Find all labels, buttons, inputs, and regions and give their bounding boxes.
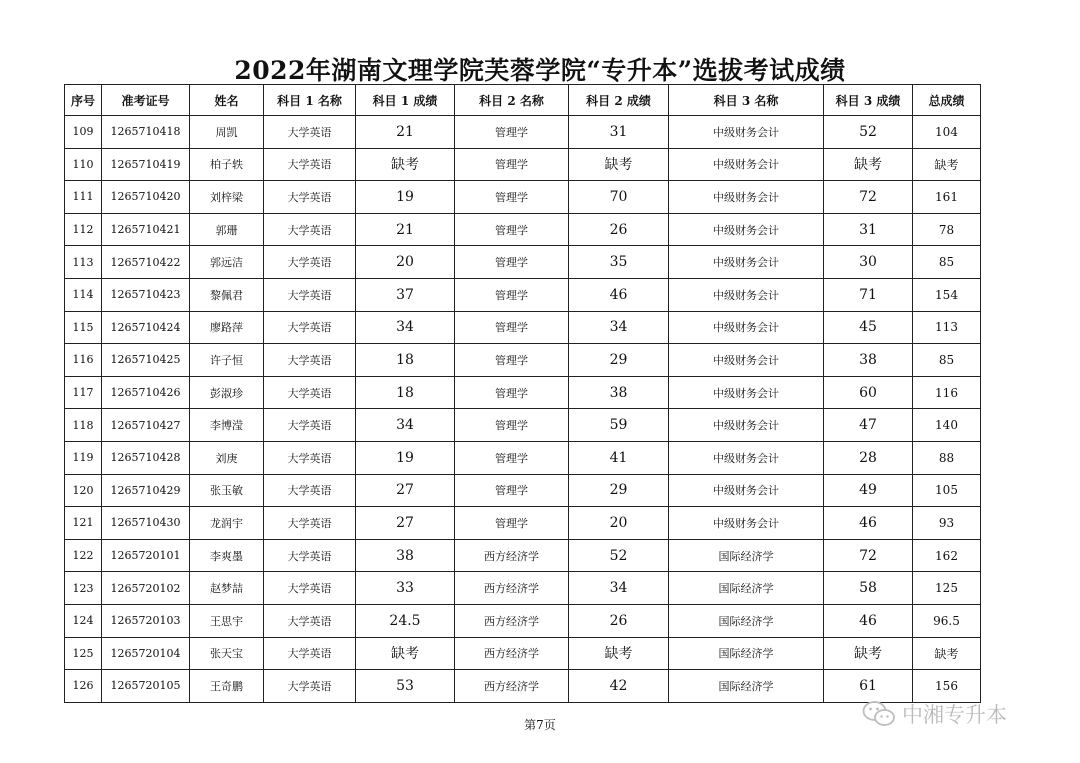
subject2-name-cell: 管理学 <box>455 213 569 246</box>
seq-cell: 116 <box>65 344 102 377</box>
subject1-name-cell: 大学英语 <box>264 213 356 246</box>
total-score-cell: 88 <box>913 441 981 474</box>
table-row <box>65 148 981 181</box>
col-header-subject1-score: 科目 1 成绩 <box>356 85 455 116</box>
subject3-score-cell: 45 <box>824 311 913 344</box>
subject1-name-cell: 大学英语 <box>264 181 356 214</box>
subject3-name-cell: 国际经济学 <box>669 539 824 572</box>
subject2-name-cell: 管理学 <box>455 344 569 377</box>
subject2-name-cell: 管理学 <box>455 246 569 279</box>
seq-cell: 110 <box>65 148 102 181</box>
subject3-name-cell: 中级财务会计 <box>669 441 824 474</box>
name-cell: 许子恒 <box>190 344 264 377</box>
seq-cell: 119 <box>65 441 102 474</box>
subject2-name-cell: 管理学 <box>455 409 569 442</box>
name-cell: 廖路萍 <box>190 311 264 344</box>
subject1-score-cell: 21 <box>356 213 455 246</box>
table-row <box>65 441 981 474</box>
exam-id-cell: 1265710422 <box>102 246 190 279</box>
subject1-name-cell: 大学英语 <box>264 539 356 572</box>
subject1-score-cell: 18 <box>356 344 455 377</box>
subject3-name-cell: 国际经济学 <box>669 572 824 605</box>
subject3-name-cell: 中级财务会计 <box>669 246 824 279</box>
exam-id-cell: 1265720102 <box>102 572 190 605</box>
subject3-name-cell: 中级财务会计 <box>669 278 824 311</box>
subject2-name-cell: 管理学 <box>455 148 569 181</box>
subject1-name-cell: 大学英语 <box>264 409 356 442</box>
subject3-name-cell: 中级财务会计 <box>669 474 824 507</box>
col-header-seq: 序号 <box>65 85 102 116</box>
subject1-name-cell: 大学英语 <box>264 637 356 670</box>
subject3-score-cell: 缺考 <box>824 637 913 670</box>
table-row <box>65 181 981 214</box>
subject3-name-cell: 国际经济学 <box>669 670 824 703</box>
subject3-score-cell: 52 <box>824 116 913 149</box>
subject2-score-cell: 29 <box>569 344 669 377</box>
seq-cell: 125 <box>65 637 102 670</box>
total-score-cell: 154 <box>913 278 981 311</box>
table-row <box>65 507 981 540</box>
subject3-name-cell: 中级财务会计 <box>669 181 824 214</box>
col-header-name: 姓名 <box>190 85 264 116</box>
seq-cell: 111 <box>65 181 102 214</box>
seq-cell: 118 <box>65 409 102 442</box>
subject1-name-cell: 大学英语 <box>264 507 356 540</box>
col-header-subject2-name: 科目 2 名称 <box>455 85 569 116</box>
seq-cell: 113 <box>65 246 102 279</box>
name-cell: 郭珊 <box>190 213 264 246</box>
subject2-score-cell: 缺考 <box>569 148 669 181</box>
total-score-cell: 93 <box>913 507 981 540</box>
exam-id-cell: 1265720104 <box>102 637 190 670</box>
subject1-score-cell: 27 <box>356 507 455 540</box>
name-cell: 张天宝 <box>190 637 264 670</box>
seq-cell: 122 <box>65 539 102 572</box>
page-title: 2022年湖南文理学院芙蓉学院“专升本”选拔考试成绩 <box>234 56 846 85</box>
subject1-name-cell: 大学英语 <box>264 278 356 311</box>
total-score-cell: 161 <box>913 181 981 214</box>
subject2-name-cell: 西方经济学 <box>455 670 569 703</box>
name-cell: 赵梦喆 <box>190 572 264 605</box>
table-row <box>65 637 981 670</box>
total-score-cell: 缺考 <box>913 637 981 670</box>
subject1-score-cell: 27 <box>356 474 455 507</box>
subject1-score-cell: 34 <box>356 409 455 442</box>
name-cell: 李爽墨 <box>190 539 264 572</box>
subject2-score-cell: 26 <box>569 604 669 637</box>
subject2-score-cell: 70 <box>569 181 669 214</box>
table-row <box>65 246 981 279</box>
subject1-name-cell: 大学英语 <box>264 116 356 149</box>
col-header-subject1-name: 科目 1 名称 <box>264 85 356 116</box>
exam-id-cell: 1265710428 <box>102 441 190 474</box>
table-row <box>65 539 981 572</box>
table-row <box>65 572 981 605</box>
exam-id-cell: 1265710424 <box>102 311 190 344</box>
watermark-text: 中湘专升本 <box>902 703 1007 727</box>
exam-id-cell: 1265710420 <box>102 181 190 214</box>
subject3-score-cell: 72 <box>824 181 913 214</box>
subject2-score-cell: 41 <box>569 441 669 474</box>
subject2-name-cell: 管理学 <box>455 474 569 507</box>
subject1-score-cell: 21 <box>356 116 455 149</box>
subject1-score-cell: 20 <box>356 246 455 279</box>
subject2-score-cell: 34 <box>569 572 669 605</box>
name-cell: 李博滢 <box>190 409 264 442</box>
seq-cell: 126 <box>65 670 102 703</box>
total-score-cell: 78 <box>913 213 981 246</box>
exam-id-cell: 1265720105 <box>102 670 190 703</box>
page-number: 第7页 <box>524 718 556 732</box>
total-score-cell: 85 <box>913 246 981 279</box>
subject1-score-cell: 33 <box>356 572 455 605</box>
subject2-name-cell: 管理学 <box>455 311 569 344</box>
subject3-score-cell: 49 <box>824 474 913 507</box>
subject3-score-cell: 缺考 <box>824 148 913 181</box>
subject3-score-cell: 46 <box>824 604 913 637</box>
subject2-score-cell: 34 <box>569 311 669 344</box>
subject1-name-cell: 大学英语 <box>264 311 356 344</box>
total-score-cell: 85 <box>913 344 981 377</box>
name-cell: 王奇鹏 <box>190 670 264 703</box>
name-cell: 刘梓梁 <box>190 181 264 214</box>
subject1-name-cell: 大学英语 <box>264 474 356 507</box>
name-cell: 张玉敏 <box>190 474 264 507</box>
subject3-name-cell: 国际经济学 <box>669 604 824 637</box>
total-score-cell: 156 <box>913 670 981 703</box>
subject2-score-cell: 31 <box>569 116 669 149</box>
total-score-cell: 104 <box>913 116 981 149</box>
subject1-name-cell: 大学英语 <box>264 376 356 409</box>
subject3-score-cell: 58 <box>824 572 913 605</box>
table-row <box>65 213 981 246</box>
total-score-cell: 105 <box>913 474 981 507</box>
subject2-name-cell: 管理学 <box>455 441 569 474</box>
subject1-score-cell: 缺考 <box>356 148 455 181</box>
subject3-score-cell: 46 <box>824 507 913 540</box>
subject2-score-cell: 38 <box>569 376 669 409</box>
name-cell: 龙润宇 <box>190 507 264 540</box>
watermark <box>862 698 1007 730</box>
table-row <box>65 604 981 637</box>
exam-id-cell: 1265710427 <box>102 409 190 442</box>
table-row <box>65 409 981 442</box>
subject3-name-cell: 中级财务会计 <box>669 311 824 344</box>
subject2-name-cell: 西方经济学 <box>455 637 569 670</box>
col-header-subject3-name: 科目 3 名称 <box>669 85 824 116</box>
subject1-score-cell: 37 <box>356 278 455 311</box>
subject3-name-cell: 中级财务会计 <box>669 344 824 377</box>
total-score-cell: 140 <box>913 409 981 442</box>
exam-id-cell: 1265710430 <box>102 507 190 540</box>
seq-cell: 124 <box>65 604 102 637</box>
seq-cell: 121 <box>65 507 102 540</box>
col-header-subject3-score: 科目 3 成绩 <box>824 85 913 116</box>
subject2-score-cell: 35 <box>569 246 669 279</box>
subject1-name-cell: 大学英语 <box>264 604 356 637</box>
subject3-score-cell: 72 <box>824 539 913 572</box>
name-cell: 周凯 <box>190 116 264 149</box>
subject2-score-cell: 46 <box>569 278 669 311</box>
exam-id-cell: 1265710429 <box>102 474 190 507</box>
col-header-total: 总成绩 <box>913 85 981 116</box>
subject1-name-cell: 大学英语 <box>264 246 356 279</box>
wechat-icon <box>862 700 896 728</box>
subject3-name-cell: 中级财务会计 <box>669 148 824 181</box>
table-row <box>65 278 981 311</box>
seq-cell: 115 <box>65 311 102 344</box>
total-score-cell: 113 <box>913 311 981 344</box>
col-header-exam-id: 准考证号 <box>102 85 190 116</box>
subject3-score-cell: 47 <box>824 409 913 442</box>
subject3-name-cell: 中级财务会计 <box>669 409 824 442</box>
seq-cell: 112 <box>65 213 102 246</box>
subject2-name-cell: 西方经济学 <box>455 604 569 637</box>
subject3-name-cell: 中级财务会计 <box>669 376 824 409</box>
exam-id-cell: 1265710419 <box>102 148 190 181</box>
name-cell: 王思宇 <box>190 604 264 637</box>
exam-id-cell: 1265720103 <box>102 604 190 637</box>
col-header-subject2-score: 科目 2 成绩 <box>569 85 669 116</box>
subject3-name-cell: 中级财务会计 <box>669 116 824 149</box>
subject1-name-cell: 大学英语 <box>264 344 356 377</box>
table-row <box>65 344 981 377</box>
subject2-score-cell: 20 <box>569 507 669 540</box>
header-row <box>65 85 981 116</box>
subject2-score-cell: 42 <box>569 670 669 703</box>
subject1-score-cell: 18 <box>356 376 455 409</box>
total-score-cell: 116 <box>913 376 981 409</box>
seq-cell: 123 <box>65 572 102 605</box>
subject2-name-cell: 管理学 <box>455 507 569 540</box>
name-cell: 黎佩君 <box>190 278 264 311</box>
subject3-name-cell: 中级财务会计 <box>669 507 824 540</box>
exam-id-cell: 1265720101 <box>102 539 190 572</box>
name-cell: 郭远洁 <box>190 246 264 279</box>
subject1-name-cell: 大学英语 <box>264 572 356 605</box>
exam-id-cell: 1265710426 <box>102 376 190 409</box>
subject2-name-cell: 西方经济学 <box>455 572 569 605</box>
seq-cell: 114 <box>65 278 102 311</box>
table-row <box>65 474 981 507</box>
subject1-score-cell: 34 <box>356 311 455 344</box>
total-score-cell: 缺考 <box>913 148 981 181</box>
subject3-score-cell: 30 <box>824 246 913 279</box>
name-cell: 彭淑珍 <box>190 376 264 409</box>
subject2-name-cell: 管理学 <box>455 116 569 149</box>
subject1-score-cell: 19 <box>356 181 455 214</box>
total-score-cell: 162 <box>913 539 981 572</box>
score-table <box>64 84 981 703</box>
subject1-score-cell: 24.5 <box>356 604 455 637</box>
subject2-score-cell: 59 <box>569 409 669 442</box>
seq-cell: 109 <box>65 116 102 149</box>
total-score-cell: 96.5 <box>913 604 981 637</box>
subject3-name-cell: 中级财务会计 <box>669 213 824 246</box>
subject2-score-cell: 29 <box>569 474 669 507</box>
total-score-cell: 125 <box>913 572 981 605</box>
subject1-name-cell: 大学英语 <box>264 148 356 181</box>
subject3-score-cell: 61 <box>824 670 913 703</box>
subject1-score-cell: 53 <box>356 670 455 703</box>
subject2-name-cell: 管理学 <box>455 278 569 311</box>
subject2-name-cell: 管理学 <box>455 376 569 409</box>
table-row <box>65 376 981 409</box>
subject2-name-cell: 管理学 <box>455 181 569 214</box>
table-row <box>65 670 981 703</box>
subject1-score-cell: 38 <box>356 539 455 572</box>
seq-cell: 117 <box>65 376 102 409</box>
subject3-name-cell: 国际经济学 <box>669 637 824 670</box>
subject1-score-cell: 19 <box>356 441 455 474</box>
subject1-score-cell: 缺考 <box>356 637 455 670</box>
subject2-score-cell: 缺考 <box>569 637 669 670</box>
table-row <box>65 311 981 344</box>
name-cell: 柏子轶 <box>190 148 264 181</box>
subject3-score-cell: 28 <box>824 441 913 474</box>
exam-id-cell: 1265710425 <box>102 344 190 377</box>
subject1-name-cell: 大学英语 <box>264 670 356 703</box>
subject1-name-cell: 大学英语 <box>264 441 356 474</box>
subject3-score-cell: 31 <box>824 213 913 246</box>
exam-id-cell: 1265710423 <box>102 278 190 311</box>
exam-id-cell: 1265710418 <box>102 116 190 149</box>
name-cell: 刘庚 <box>190 441 264 474</box>
subject2-name-cell: 西方经济学 <box>455 539 569 572</box>
subject3-score-cell: 38 <box>824 344 913 377</box>
subject2-score-cell: 26 <box>569 213 669 246</box>
table-row <box>65 116 981 149</box>
seq-cell: 120 <box>65 474 102 507</box>
subject3-score-cell: 71 <box>824 278 913 311</box>
exam-id-cell: 1265710421 <box>102 213 190 246</box>
subject3-score-cell: 60 <box>824 376 913 409</box>
subject2-score-cell: 52 <box>569 539 669 572</box>
